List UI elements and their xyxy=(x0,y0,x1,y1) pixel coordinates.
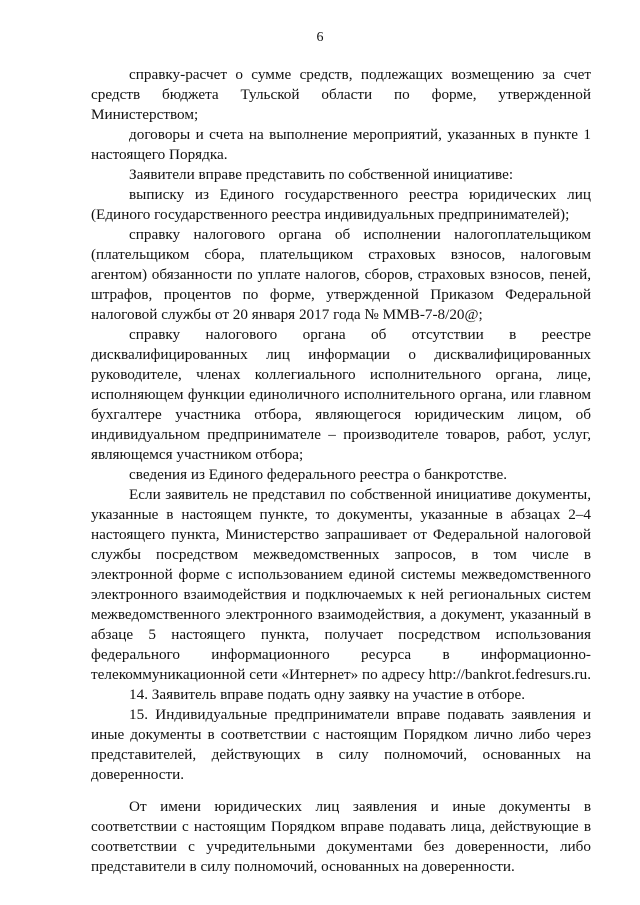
paragraph: Если заявитель не представил по собственной инициативе документы, указанные в настоящем пункте, то документы, указанные в абзацах 2–4 настоящего пункта, Министерство запрашивает от Федеральной налоговой службы посредством межведомственных запросов, в том числе в электронной форме с использованием единой системы межведомственного электронного взаимодействия и подключаемых к ней региональных систем межведомственного электронного взаимодействия, а документ, указанный в абзаце 5 настоящего пункта, получает посредством использования федерального информационного ресурса в информационно-телекоммуникационной сети «Интернет» по адресу http://bankrot.fedresurs.ru. xyxy=(91,486,591,683)
paragraph: справку налогового органа об отсутствии в реестре дисквалифицированных лиц информации о дисквалифицированных руководителе, членах коллегиального исполнительного органа, лице, исполняющем функции единоличного исполнительного органа, или главном бухгалтере участника отбора, являющегося юридическим лицом, об индивидуальном предпринимателе – производителе товаров, работ, услуг, являющемся участником отбора; xyxy=(91,326,591,463)
paragraph: справку-расчет о сумме средств, подлежащих возмещению за счет средств бюджета Тульской области по форме, утвержденной Министерством; xyxy=(91,66,591,123)
paragraph: От имени юридических лиц заявления и иные документы в соответствии с настоящим Порядком вправе подавать лица, действующие в соответствии с учредительными документами без доверенности, либо представители в силу полномочий, основанных на доверенности. xyxy=(91,798,591,875)
document-body xyxy=(91,65,591,877)
paragraph: 14. Заявитель вправе подать одну заявку на участие в отборе. xyxy=(129,686,526,703)
page-number: 6 xyxy=(316,30,324,45)
paragraph: сведения из Единого федерального реестра о банкротстве. xyxy=(129,466,507,483)
paragraph: 15. Индивидуальные предприниматели вправе подавать заявления и иные документы в соответствии с настоящим Порядком лично либо через представителей, действующих в силу полномочий, основанных на доверенности. xyxy=(91,706,591,783)
paragraph: договоры и счета на выполнение мероприятий, указанных в пункте 1 настоящего Порядка. xyxy=(91,126,591,163)
paragraph: Заявители вправе представить по собственной инициативе: xyxy=(129,166,514,183)
paragraph: справку налогового органа об исполнении налогоплательщиком (плательщиком сбора, плательщиком страховых взносов, налоговым агентом) обязанности по уплате налогов, сборов, страховых взносов, пеней, штрафов, процентов по форме, утвержденной Приказом Федеральной налоговой службы от 20 января 2017 года № ММВ-7-8/20@; xyxy=(91,226,591,323)
paragraph: выписку из Единого государственного реестра юридических лиц (Единого государственного реестра индивидуальных предпринимателей); xyxy=(91,186,591,223)
